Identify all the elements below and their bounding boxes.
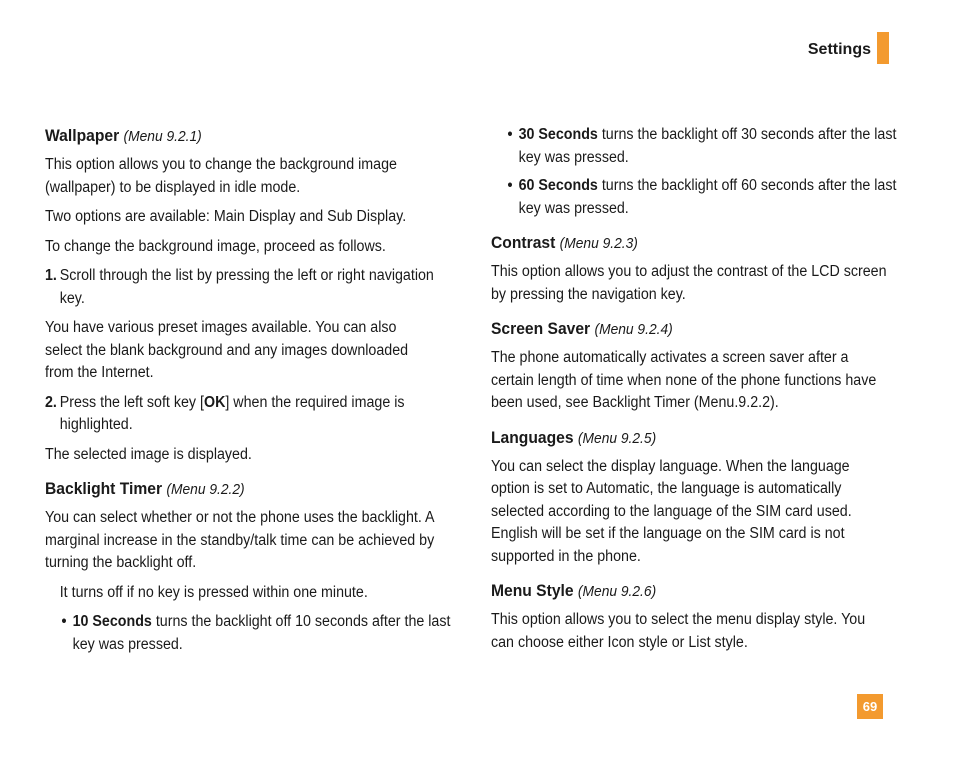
option-10s-text: turns the backlight off 10 seconds after the last key was pressed. bbox=[72, 613, 451, 653]
option-30s-text: turns the backlight off 30 seconds after the last key was pressed. bbox=[518, 126, 897, 166]
ok-key-label: OK bbox=[203, 393, 226, 411]
bullet-icon: • bbox=[507, 126, 513, 143]
contrast-menu-ref: (Menu 9.2.3) bbox=[559, 235, 638, 252]
backlight-menu-ref: (Menu 9.2.2) bbox=[166, 481, 245, 498]
wallpaper-paragraph-1: This option allows you to change the background image (wallpaper) to be displayed in idle mode. bbox=[45, 156, 397, 196]
screensaver-menu-ref: (Menu 9.2.4) bbox=[594, 321, 673, 338]
backlight-paragraph-1: You can select whether or not the phone uses the backlight. A marginal increase in the standby/talk time can be achieved by turning the backlight off. bbox=[45, 509, 435, 571]
menustyle-paragraph: This option allows you to select the menu display style. You can choose either Icon style or List style. bbox=[491, 611, 866, 651]
languages-menu-ref: (Menu 9.2.5) bbox=[577, 429, 657, 447]
bullet-icon: • bbox=[61, 613, 67, 630]
section-title: Settings bbox=[807, 41, 871, 58]
section-tab-marker bbox=[877, 32, 889, 64]
wallpaper-paragraph-5: The selected image is displayed. bbox=[45, 445, 252, 463]
right-column bbox=[491, 124, 897, 661]
screensaver-title: Screen Saver bbox=[491, 319, 591, 338]
option-30s-label: 30 Seconds bbox=[518, 126, 598, 143]
step-2-number: 2. bbox=[45, 393, 57, 411]
wallpaper-title: Wallpaper bbox=[45, 126, 120, 145]
backlight-paragraph-2: It turns off if no key is pressed within one minute. bbox=[59, 583, 368, 601]
screensaver-heading bbox=[491, 318, 888, 341]
menustyle-title: Menu Style bbox=[491, 581, 574, 600]
contrast-title: Contrast bbox=[491, 233, 556, 252]
languages-heading bbox=[491, 427, 888, 450]
option-60s-text: turns the backlight off 60 seconds after the last key was pressed. bbox=[518, 177, 897, 217]
backlight-option-10s bbox=[45, 611, 465, 656]
languages-title: Languages bbox=[491, 427, 574, 447]
menustyle-heading bbox=[491, 580, 888, 603]
step-1-text: Scroll through the list by pressing the left or right navigation key. bbox=[59, 267, 434, 307]
step-2-text-pre: Press the left soft key [ bbox=[59, 393, 204, 411]
option-60s-label: 60 Seconds bbox=[518, 177, 598, 194]
step-2-text-post: ] when the required image is highlighted. bbox=[59, 393, 405, 433]
backlight-title: Backlight Timer bbox=[45, 479, 163, 498]
backlight-heading bbox=[45, 478, 437, 501]
wallpaper-paragraph-3: To change the background image, proceed as follows. bbox=[45, 237, 386, 255]
wallpaper-menu-ref: (Menu 9.2.1) bbox=[123, 128, 202, 145]
page-number-badge: 69 bbox=[857, 694, 883, 719]
contrast-paragraph: This option allows you to adjust the contrast of the LCD screen by pressing the navigation key. bbox=[491, 263, 887, 303]
screensaver-paragraph: The phone automatically activates a screen saver after a certain length of time when none of the phone functions have been used, see Backlight Timer (Menu.9.2.2). bbox=[491, 349, 877, 411]
step-1-number: 1. bbox=[45, 267, 57, 284]
contrast-heading bbox=[491, 232, 888, 255]
wallpaper-step-1 bbox=[45, 265, 452, 310]
languages-paragraph: You can select the display language. When the language option is set to Automatic, the language is automatically selected according to the language of the SIM card used. English will be set if the language on the SIM card is not supported in the phone. bbox=[491, 457, 852, 565]
bullet-icon: • bbox=[507, 177, 513, 194]
wallpaper-heading bbox=[45, 125, 437, 148]
wallpaper-paragraph-4: You have various preset images available. You can also select the blank background and any images downloaded from the Internet. bbox=[45, 319, 409, 381]
backlight-option-60s bbox=[491, 175, 916, 220]
menustyle-menu-ref: (Menu 9.2.6) bbox=[577, 583, 657, 600]
backlight-option-30s bbox=[491, 124, 916, 169]
left-column bbox=[45, 125, 451, 663]
wallpaper-step-2 bbox=[45, 392, 452, 437]
option-10s-label: 10 Seconds bbox=[72, 613, 152, 630]
wallpaper-paragraph-2: Two options are available: Main Display and Sub Display. bbox=[45, 208, 407, 225]
